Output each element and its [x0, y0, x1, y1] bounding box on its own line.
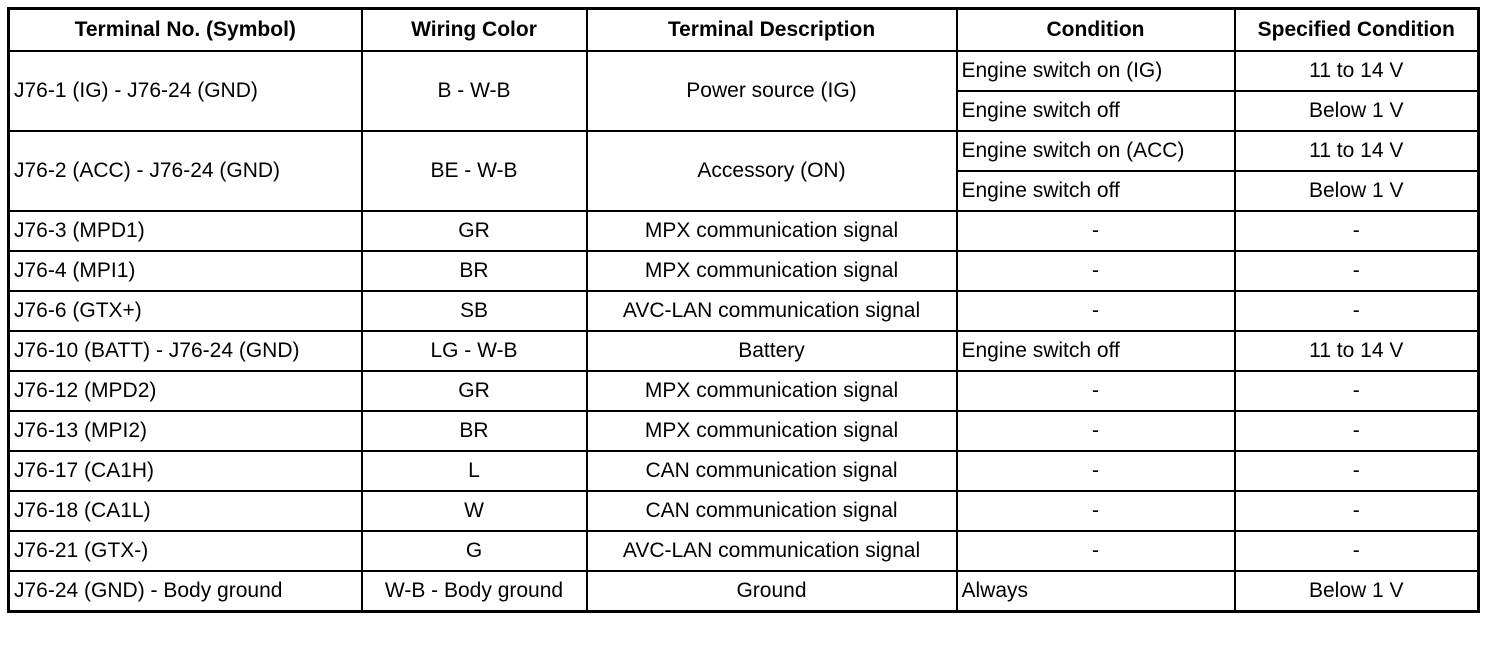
condition-cell: - — [957, 531, 1235, 571]
table-row — [9, 211, 1479, 251]
specified-condition-cell: - — [1235, 371, 1479, 411]
condition-cell: - — [957, 451, 1235, 491]
description-cell: MPX communication signal — [587, 211, 957, 251]
terminal-cell: J76-24 (GND) - Body ground — [9, 571, 362, 612]
wiring-color-cell: SB — [362, 291, 587, 331]
wiring-color-cell: LG - W-B — [362, 331, 587, 371]
table-row — [9, 411, 1479, 451]
condition-cell: Engine switch off — [957, 331, 1235, 371]
specified-condition-cell: 11 to 14 V — [1235, 131, 1479, 171]
terminal-cell: J76-12 (MPD2) — [9, 371, 362, 411]
wiring-color-cell: BE - W-B — [362, 131, 587, 211]
terminal-cell: J76-18 (CA1L) — [9, 491, 362, 531]
specified-condition-cell: - — [1235, 251, 1479, 291]
wiring-color-cell: G — [362, 531, 587, 571]
table-row — [9, 291, 1479, 331]
description-cell: MPX communication signal — [587, 371, 957, 411]
condition-cell: Engine switch on (IG) — [957, 51, 1235, 91]
wiring-color-cell: W — [362, 491, 587, 531]
specified-condition-cell: - — [1235, 531, 1479, 571]
description-cell: Accessory (ON) — [587, 131, 957, 211]
header-row — [9, 9, 1479, 52]
table-row — [9, 531, 1479, 571]
wiring-color-cell: GR — [362, 211, 587, 251]
wiring-color-cell: BR — [362, 251, 587, 291]
terminal-cell: J76-6 (GTX+) — [9, 291, 362, 331]
terminal-table-container — [7, 7, 1480, 613]
terminal-cell: J76-4 (MPI1) — [9, 251, 362, 291]
description-cell: CAN communication signal — [587, 451, 957, 491]
terminal-cell: J76-3 (MPD1) — [9, 211, 362, 251]
description-cell: MPX communication signal — [587, 411, 957, 451]
wiring-color-cell: BR — [362, 411, 587, 451]
table-row — [9, 371, 1479, 411]
header-condition: Condition — [957, 9, 1235, 52]
specified-condition-cell: - — [1235, 491, 1479, 531]
description-cell: Power source (IG) — [587, 51, 957, 131]
header-terminal: Terminal No. (Symbol) — [9, 9, 362, 52]
wiring-color-cell: B - W-B — [362, 51, 587, 131]
wiring-color-cell: GR — [362, 371, 587, 411]
specified-condition-cell: Below 1 V — [1235, 571, 1479, 612]
description-cell: Ground — [587, 571, 957, 612]
terminal-cell: J76-13 (MPI2) — [9, 411, 362, 451]
terminal-cell: J76-10 (BATT) - J76-24 (GND) — [9, 331, 362, 371]
condition-cell: Engine switch off — [957, 91, 1235, 131]
description-cell: CAN communication signal — [587, 491, 957, 531]
terminal-table — [7, 7, 1480, 613]
specified-condition-cell: - — [1235, 411, 1479, 451]
terminal-cell: J76-1 (IG) - J76-24 (GND) — [9, 51, 362, 131]
specified-condition-cell: Below 1 V — [1235, 171, 1479, 211]
table-row — [9, 51, 1479, 91]
specified-condition-cell: 11 to 14 V — [1235, 331, 1479, 371]
header-description: Terminal Description — [587, 9, 957, 52]
terminal-cell: J76-17 (CA1H) — [9, 451, 362, 491]
table-row — [9, 571, 1479, 612]
description-cell: MPX communication signal — [587, 251, 957, 291]
specified-condition-cell: - — [1235, 291, 1479, 331]
description-cell: Battery — [587, 331, 957, 371]
condition-cell: Always — [957, 571, 1235, 612]
specified-condition-cell: Below 1 V — [1235, 91, 1479, 131]
specified-condition-cell: - — [1235, 451, 1479, 491]
header-specified-condition: Specified Condition — [1235, 9, 1479, 52]
specified-condition-cell: - — [1235, 211, 1479, 251]
table-body — [9, 51, 1479, 612]
wiring-color-cell: W-B - Body ground — [362, 571, 587, 612]
terminal-cell: J76-21 (GTX-) — [9, 531, 362, 571]
table-row — [9, 331, 1479, 371]
condition-cell: - — [957, 371, 1235, 411]
condition-cell: Engine switch off — [957, 171, 1235, 211]
table-header — [9, 9, 1479, 52]
wiring-color-cell: L — [362, 451, 587, 491]
table-row — [9, 131, 1479, 171]
table-row — [9, 251, 1479, 291]
table-row — [9, 451, 1479, 491]
condition-cell: - — [957, 211, 1235, 251]
description-cell: AVC-LAN communication signal — [587, 531, 957, 571]
specified-condition-cell: 11 to 14 V — [1235, 51, 1479, 91]
condition-cell: - — [957, 491, 1235, 531]
table-row — [9, 491, 1479, 531]
condition-cell: - — [957, 411, 1235, 451]
description-cell: AVC-LAN communication signal — [587, 291, 957, 331]
terminal-cell: J76-2 (ACC) - J76-24 (GND) — [9, 131, 362, 211]
condition-cell: - — [957, 291, 1235, 331]
header-wiring-color: Wiring Color — [362, 9, 587, 52]
condition-cell: - — [957, 251, 1235, 291]
condition-cell: Engine switch on (ACC) — [957, 131, 1235, 171]
